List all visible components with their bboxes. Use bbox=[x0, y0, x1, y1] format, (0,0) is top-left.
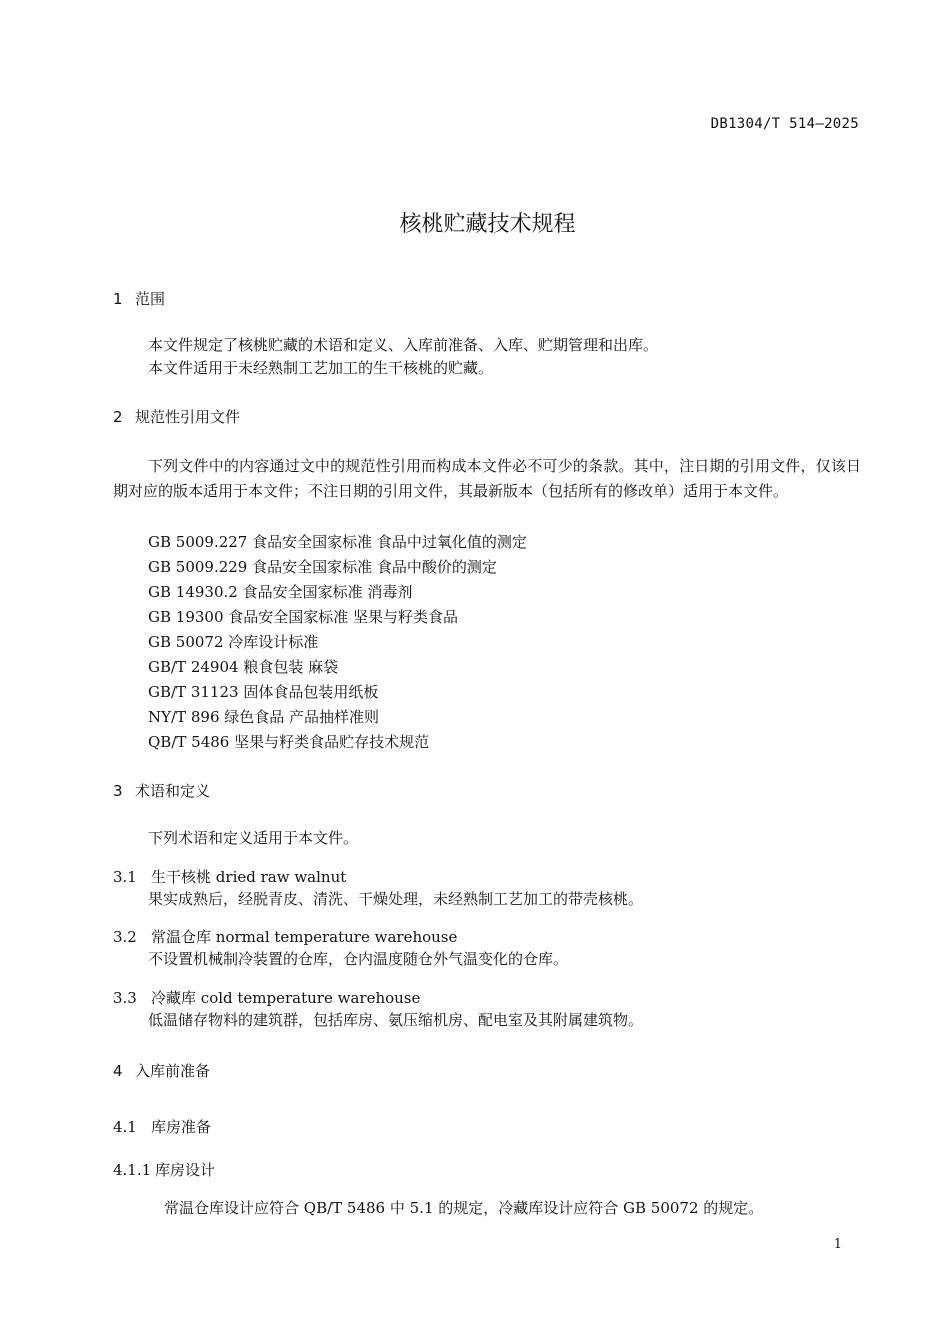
term-definition: 低温储存物料的建筑群，包括库房、氨压缩机房、配电室及其附属建筑物。 bbox=[148, 1011, 644, 1029]
section-number: 4 bbox=[113, 1062, 123, 1080]
subsection-title: 库房准备 bbox=[151, 1118, 212, 1136]
reference-item: GB/T 24904 粮食包装 麻袋 bbox=[148, 658, 339, 676]
section-title: 入库前准备 bbox=[135, 1062, 211, 1080]
term-number: 3.3 bbox=[113, 989, 137, 1007]
paragraph: 常温仓库设计应符合 QB/T 5486 中 5.1 的规定，冷藏库设计应符合 GB 50072 的规定。 bbox=[164, 1199, 764, 1217]
term-3-3 bbox=[113, 987, 420, 1008]
term-chinese: 常温仓库 bbox=[151, 928, 212, 946]
section-title: 术语和定义 bbox=[135, 782, 211, 800]
section-3-heading bbox=[113, 780, 210, 801]
section-title: 规范性引用文件 bbox=[135, 408, 241, 426]
section-4-heading bbox=[113, 1060, 210, 1081]
reference-item: GB 5009.227 食品安全国家标准 食品中过氧化值的测定 bbox=[148, 533, 527, 551]
term-chinese: 生干核桃 bbox=[151, 868, 212, 886]
reference-item: GB 5009.229 食品安全国家标准 食品中酸价的测定 bbox=[148, 558, 497, 576]
subsection-number: 4.1.1 bbox=[113, 1161, 152, 1179]
paragraph: 下列文件中的内容通过文中的规范性引用而构成本文件必不可少的条款。其中，注日期的引用文件，仅该日期对应的版本适用于本文件；不注日期的引用文件，其最新版本（包括所有的修改单）适用于本文件。 bbox=[113, 457, 861, 500]
paragraph: 本文件适用于未经熟制工艺加工的生干核桃的贮藏。 bbox=[148, 359, 494, 377]
section-number: 1 bbox=[113, 290, 123, 308]
section-number: 2 bbox=[113, 408, 123, 426]
subsection-title: 库房设计 bbox=[155, 1161, 216, 1179]
reference-item: GB 50072 冷库设计标准 bbox=[148, 633, 319, 651]
term-chinese: 冷藏库 bbox=[151, 989, 197, 1007]
term-english: dried raw walnut bbox=[215, 868, 347, 886]
reference-item: GB 14930.2 食品安全国家标准 消毒剂 bbox=[148, 583, 413, 601]
subsection-4-1-heading bbox=[113, 1116, 211, 1137]
subsection-4-1-1-heading bbox=[113, 1159, 215, 1180]
term-number: 3.2 bbox=[113, 928, 137, 946]
subsection-number: 4.1 bbox=[113, 1118, 137, 1136]
section-title: 范围 bbox=[135, 290, 166, 308]
term-number: 3.1 bbox=[113, 868, 137, 886]
paragraph: 下列术语和定义适用于本文件。 bbox=[148, 829, 359, 847]
document-code: DB1304/T 514—2025 bbox=[710, 116, 859, 132]
page-number: 1 bbox=[833, 1237, 842, 1252]
document-title: 核桃贮藏技术规程 bbox=[399, 212, 576, 237]
term-definition: 果实成熟后，经脱青皮、清洗、干燥处理，未经熟制工艺加工的带壳核桃。 bbox=[148, 890, 644, 908]
reference-item: GB/T 31123 固体食品包装用纸板 bbox=[148, 683, 379, 701]
reference-item: QB/T 5486 坚果与籽类食品贮存技术规范 bbox=[148, 733, 430, 751]
term-3-1 bbox=[113, 866, 346, 887]
section-number: 3 bbox=[113, 782, 123, 800]
paragraph: 本文件规定了核桃贮藏的术语和定义、入库前准备、入库、贮期管理和出库。 bbox=[148, 336, 659, 354]
section-1-heading bbox=[113, 288, 165, 309]
term-english: cold temperature warehouse bbox=[200, 989, 421, 1007]
section-2-heading bbox=[113, 406, 240, 427]
term-3-2 bbox=[113, 926, 457, 947]
term-definition: 不设置机械制冷装置的仓库，仓内温度随仓外气温变化的仓库。 bbox=[148, 950, 569, 968]
reference-item: GB 19300 食品安全国家标准 坚果与籽类食品 bbox=[148, 608, 459, 626]
reference-item: NY/T 896 绿色食品 产品抽样准则 bbox=[148, 708, 380, 726]
term-english: normal temperature warehouse bbox=[215, 928, 458, 946]
